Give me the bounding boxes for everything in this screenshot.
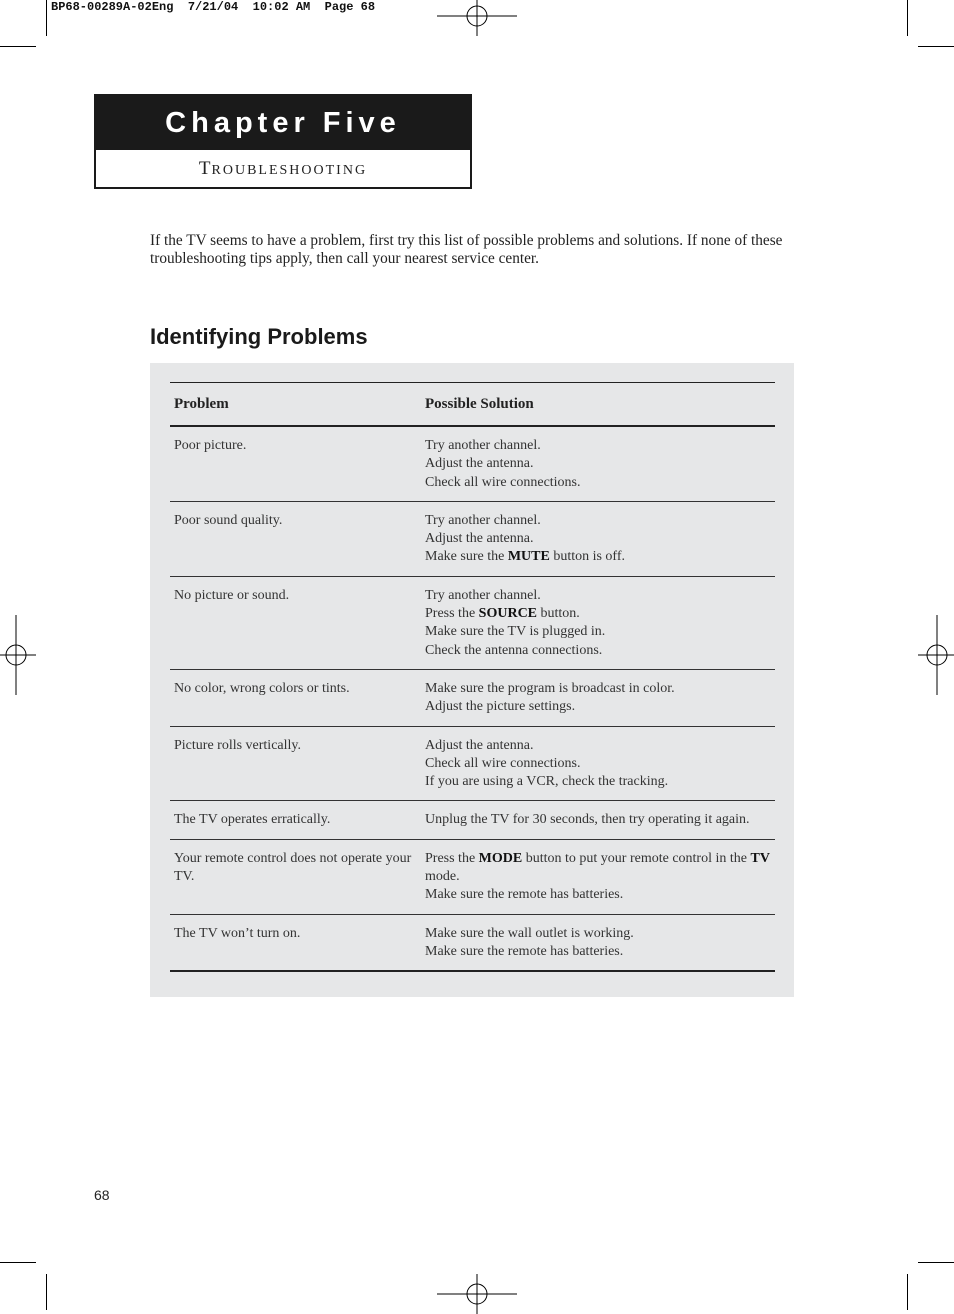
- solution-line: [425, 737, 771, 755]
- solution-cell: [421, 726, 775, 801]
- crop-mark: [918, 1262, 954, 1263]
- problem-cell: Picture rolls vertically.: [170, 726, 421, 801]
- troubleshooting-table: [170, 382, 775, 972]
- solution-line: [425, 642, 771, 660]
- registration-mark-icon: [437, 1274, 477, 1314]
- table-row: [170, 576, 775, 669]
- solution-line: [425, 925, 771, 943]
- table-row: [170, 669, 775, 726]
- solution-line: [425, 455, 771, 473]
- chapter-header: [94, 94, 472, 189]
- solution-line: [425, 587, 771, 605]
- intro-paragraph: If the TV seems to have a problem, first try this list of possible problems and solutions. If none of these troubleshooting tips apply, then call your nearest service center.: [150, 232, 783, 267]
- solution-text: Check the antenna connections.: [425, 642, 603, 658]
- button-name: MUTE: [507, 549, 550, 565]
- problem-cell: Poor sound quality.: [170, 501, 421, 576]
- solution-text: Make sure the program is broadcast in color.: [425, 680, 675, 696]
- solution-line: [425, 548, 771, 566]
- solution-cell: [421, 801, 775, 839]
- solution-text: Adjust the antenna.: [425, 531, 534, 547]
- solution-text: Make sure the remote has batteries.: [425, 887, 624, 903]
- solution-text: Adjust the picture settings.: [425, 699, 576, 715]
- solution-cell: [421, 576, 775, 669]
- problem-cell: The TV operates erratically.: [170, 801, 421, 839]
- solution-text: Adjust the antenna.: [425, 456, 534, 472]
- solution-line: [425, 886, 771, 904]
- registration-mark-icon: [914, 615, 954, 655]
- solution-line: [425, 474, 771, 492]
- solution-text: button is off.: [549, 549, 626, 565]
- solution-cell: [421, 669, 775, 726]
- solution-line: [425, 698, 771, 716]
- chapter-subtitle-initial: T: [198, 158, 212, 179]
- solution-line: [425, 512, 771, 530]
- problem-cell: No picture or sound.: [170, 576, 421, 669]
- solution-text: Check all wire connections.: [425, 755, 581, 771]
- chapter-title: Chapter Five: [96, 96, 470, 150]
- solution-cell: [421, 839, 775, 914]
- table-row: [170, 501, 775, 576]
- solution-line: [425, 680, 771, 698]
- solution-line: [425, 943, 771, 961]
- crop-mark: [0, 46, 36, 47]
- button-name: TV: [750, 850, 770, 866]
- solution-line: [425, 811, 771, 829]
- solution-text: Unplug the TV for 30 seconds, then try operating it again.: [425, 812, 750, 828]
- solution-cell: [421, 501, 775, 576]
- chapter-subtitle-rest: ROUBLESHOOTING: [211, 163, 368, 178]
- solution-text: Check all wire connections.: [425, 474, 581, 490]
- table-row: [170, 801, 775, 839]
- solution-text: Press the: [425, 850, 479, 866]
- solution-text: Try another channel.: [425, 512, 541, 528]
- solution-line: [425, 437, 771, 455]
- solution-line: [425, 605, 771, 623]
- problem-cell: The TV won’t turn on.: [170, 914, 421, 971]
- solution-text: button to put your remote control in the: [522, 850, 751, 866]
- solution-line: [425, 850, 771, 887]
- solution-line: [425, 623, 771, 641]
- header-problem: Problem: [170, 383, 421, 427]
- solution-line: [425, 530, 771, 548]
- table-row: [170, 726, 775, 801]
- crop-mark: [46, 0, 47, 36]
- solution-text: Try another channel.: [425, 587, 541, 603]
- crop-mark: [46, 1274, 47, 1310]
- solution-text: Try another channel.: [425, 438, 541, 453]
- crop-mark: [907, 1274, 908, 1310]
- table-row: [170, 839, 775, 914]
- chapter-subtitle: [96, 150, 470, 187]
- print-slug: BP68-00289A-02Eng 7/21/04 10:02 AM Page 68: [51, 0, 376, 14]
- solution-text: If you are using a VCR, check the tracking.: [425, 774, 669, 790]
- header-solution: Possible Solution: [421, 383, 775, 427]
- solution-cell: [421, 914, 775, 971]
- solution-cell: [421, 426, 775, 501]
- page-number: 68: [94, 1187, 110, 1203]
- solution-text: Make sure the: [425, 549, 508, 565]
- table-row: [170, 426, 775, 501]
- solution-text: button.: [537, 606, 580, 622]
- solution-line: [425, 755, 771, 773]
- solution-text: Make sure the remote has batteries.: [425, 943, 624, 959]
- table-body: [170, 426, 775, 971]
- problem-cell: No color, wrong colors or tints.: [170, 669, 421, 726]
- solution-text: mode.: [425, 869, 460, 885]
- crop-mark: [907, 0, 908, 36]
- table-row: [170, 914, 775, 971]
- troubleshooting-panel: [150, 363, 794, 997]
- crop-mark: [0, 1262, 36, 1263]
- solution-text: Make sure the wall outlet is working.: [425, 925, 634, 941]
- registration-mark-icon: [437, 0, 477, 36]
- section-title: Identifying Problems: [150, 324, 368, 349]
- registration-mark-icon: [0, 615, 40, 655]
- button-name: MODE: [478, 850, 523, 866]
- solution-text: Press the: [425, 606, 479, 622]
- solution-text: Make sure the TV is plugged in.: [425, 624, 606, 640]
- button-name: SOURCE: [478, 606, 538, 622]
- problem-cell: Your remote control does not operate your TV.: [170, 839, 421, 914]
- table-header-row: [170, 383, 775, 427]
- solution-line: [425, 773, 771, 791]
- solution-text: Adjust the antenna.: [425, 737, 534, 753]
- crop-mark: [918, 46, 954, 47]
- problem-cell: Poor picture.: [170, 426, 421, 501]
